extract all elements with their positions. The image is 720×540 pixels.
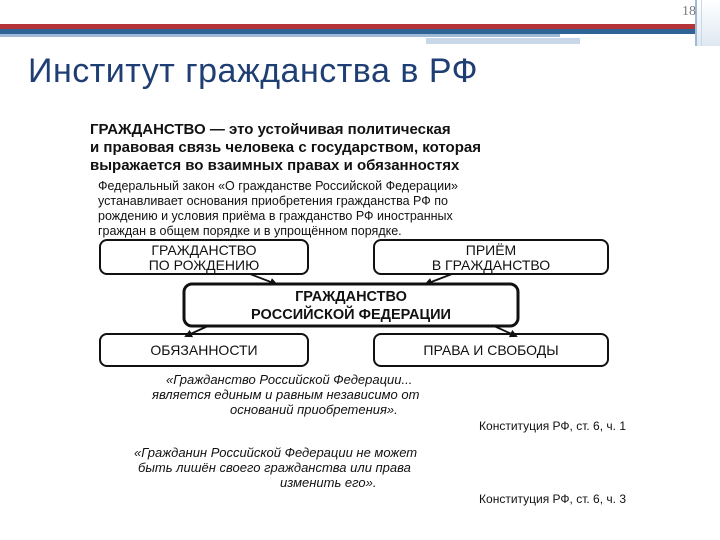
- law-line-4: граждан в общем порядке и в упрощённом порядке.: [98, 224, 402, 238]
- box-birth-line-1: ГРАЖДАНСТВО: [151, 242, 257, 258]
- quote1-source: Конституция РФ, ст. 6, ч. 1: [479, 419, 626, 433]
- box-birth-line-2: ПО РОЖДЕНИЮ: [148, 257, 260, 273]
- right-band-line2: [701, 0, 702, 46]
- box-center-line-1: ГРАЖДАНСТВО: [295, 289, 407, 305]
- quote2-line-3: изменить его».: [280, 475, 377, 490]
- page-number: 18: [682, 4, 696, 19]
- definition-line-2: и правовая связь человека с государством, которая: [90, 139, 481, 156]
- quote2-source: Конституция РФ, ст. 6, ч. 3: [479, 492, 626, 506]
- top-band-right-blue: [426, 38, 580, 44]
- box-center-line-2: РОССИЙСКОЙ ФЕДЕРАЦИИ: [251, 307, 451, 323]
- box-rights-label: ПРАВА И СВОБОДЫ: [423, 342, 559, 358]
- top-band-light: [0, 34, 560, 37]
- quote1-line-2: является единым и равным независимо от: [152, 387, 420, 402]
- quote2-line-2: быть лишён своего гражданства или права: [138, 460, 411, 475]
- definition-line-1: ГРАЖДАНСТВО — это устойчивая политическая: [90, 121, 451, 138]
- law-line-3: рождению и условия приёма в гражданство РФ иностранных: [98, 209, 453, 223]
- law-line-1: Федеральный закон «О гражданстве Российской Федерации»: [98, 179, 458, 193]
- box-duties-label: ОБЯЗАННОСТИ: [150, 342, 258, 358]
- box-admission-line-1: ПРИЁМ: [465, 242, 517, 258]
- citizenship-diagram: [80, 112, 640, 518]
- quote2-line-1: «Гражданин Российской Федерации не может: [134, 445, 418, 460]
- right-band-outer: [695, 0, 720, 46]
- definition-line-3: выражается во взаимных правах и обязанностях: [90, 157, 460, 174]
- quote1-line-3: оснований приобретения».: [230, 402, 398, 417]
- quote1-line-1: «Гражданство Российской Федерации...: [166, 372, 413, 387]
- law-line-2: устанавливает основания приобретения гражданства РФ по: [98, 194, 448, 208]
- box-admission-line-2: В ГРАЖДАНСТВО: [431, 257, 551, 273]
- slide-title: Институт гражданства в РФ: [28, 52, 479, 90]
